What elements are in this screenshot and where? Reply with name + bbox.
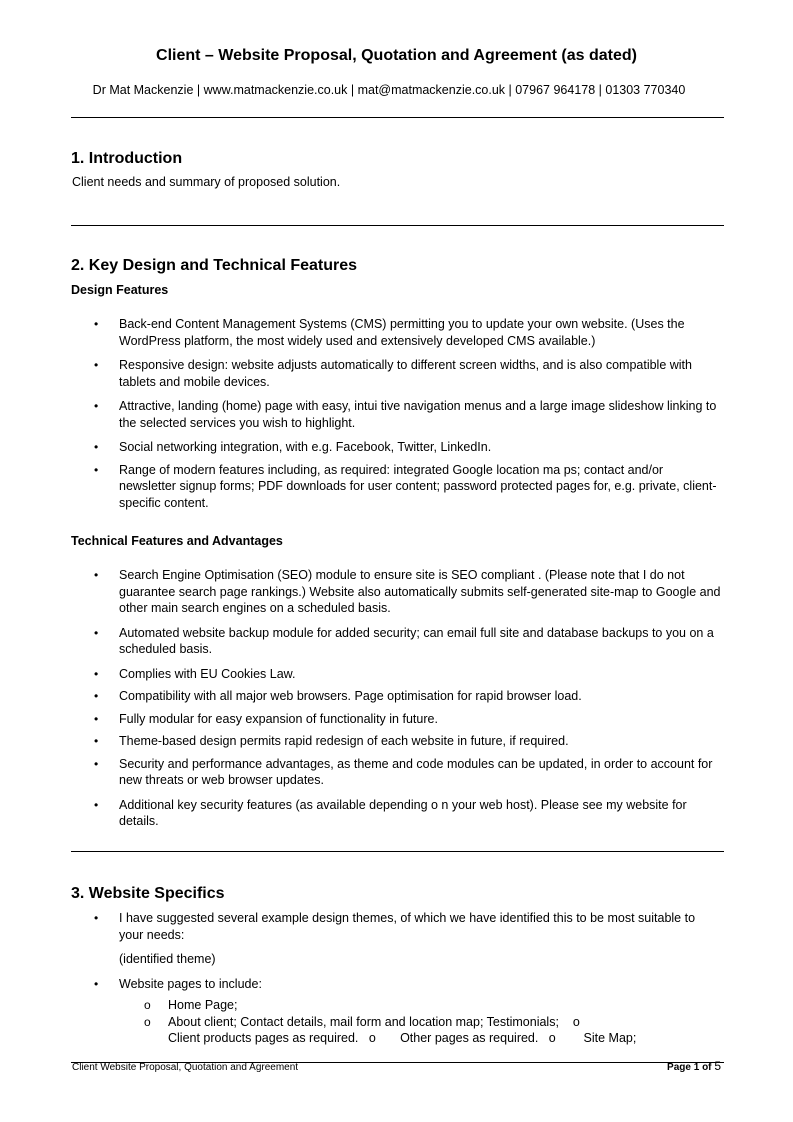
circle-bullet-icon: o (368, 1031, 376, 1045)
divider (71, 225, 724, 226)
bullet-icon: • (94, 711, 99, 726)
page-sublist (0, 997, 793, 1047)
identified-theme: (identified theme) (119, 952, 216, 966)
list-item: • Fully modular for easy expansion of functionality in future. (94, 711, 438, 726)
list-item: • Social networking integration, with e.g. Facebook, Twitter, LinkedIn. (94, 440, 492, 454)
bullet-icon: • (94, 689, 99, 703)
pages-list (0, 976, 793, 993)
list-item: • Compatibility with all major web browsers. Page optimisation for rapid browser load. (94, 689, 582, 703)
list-item: o Home Page; (144, 998, 238, 1012)
circle-bullet-icon: o (144, 1014, 151, 1029)
intro-text: Client needs and summary of proposed solution. (72, 175, 341, 189)
bullet-icon: • (94, 399, 99, 413)
specifics-list (0, 910, 793, 950)
circle-bullet-icon: o (572, 1014, 580, 1029)
bullet-icon: • (94, 734, 99, 748)
bullet-icon: • (94, 756, 99, 771)
list-item: • Range of modern features including, as required: integrated Google location ma ps; contact and/or newsletter signup forms; PDF downloads for user content; password protected pages for, e.g. private, client-specific content. (94, 462, 717, 510)
list-item: • Website pages to include: (94, 977, 262, 991)
bullet-icon: • (94, 462, 99, 477)
circle-bullet-icon: o (548, 1031, 556, 1045)
bullet-icon: • (94, 317, 99, 331)
bullet-icon: • (94, 625, 99, 640)
bullet-icon: • (94, 977, 99, 991)
intro-heading: 1. Introduction (71, 150, 183, 167)
design-features-heading: Design Features (71, 283, 169, 297)
list-item: • I have suggested several example design themes, of which we have identified this to be most suitable to your needs: (94, 911, 696, 942)
list-item: • Search Engine Optimisation (SEO) module to ensure site is SEO compliant . (Please note that I do not guarantee search page rankings.) Website also automatically submits self-generated site-map to Google and other main search engines on a scheduled basis. (94, 568, 721, 615)
bullet-icon: • (94, 666, 99, 681)
specifics-heading: 3. Website Specifics (71, 885, 225, 902)
circle-bullet-icon: o (144, 998, 151, 1012)
bullet-icon: • (94, 568, 99, 582)
list-item: • Automated website backup module for added security; can email full site and database backups to you on a scheduled basis. (94, 625, 714, 656)
list-item: • Security and performance advantages, as theme and code modules can be updated, in order to account for new threats or web browser updates. (94, 756, 713, 787)
technical-features-heading: Technical Features and Advantages (71, 534, 283, 548)
bullet-icon: • (94, 440, 99, 454)
divider (71, 851, 724, 852)
features-heading: 2. Key Design and Technical Features (71, 257, 358, 274)
design-features-list (0, 316, 793, 511)
footer-title: Client Website Proposal, Quotation and Agreement (72, 1062, 299, 1073)
list-item: • Complies with EU Cookies Law. (94, 666, 296, 681)
list-item: • Back-end Content Management Systems (CMS) permitting you to update your own website. (Uses the WordPress platform, the most widely used and extensively developed CMS available.) (94, 317, 685, 348)
list-item: Client products pages as required. o Other pages as required. o Site Map; (168, 1031, 637, 1045)
list-item: • Theme-based design permits rapid redesign of each website in future, if required. (94, 734, 569, 748)
list-item: o About client; Contact details, mail form and location map; Testimonials; o (144, 1014, 580, 1029)
list-item: • Attractive, landing (home) page with easy, intui tive navigation menus and a large image slideshow linking to the selected services you wish to highlight. (94, 399, 717, 430)
page-number: Page 1 of 5 (667, 1059, 721, 1073)
document-title: Client – Website Proposal, Quotation and Agreement (as dated) (156, 47, 637, 64)
bullet-icon: • (94, 358, 99, 372)
divider (71, 117, 724, 118)
contact-line: Dr Mat Mackenzie | www.matmackenzie.co.uk | mat@matmackenzie.co.uk | 07967 964178 | 01303 770340 (92, 83, 686, 97)
list-item: • Additional key security features (as available depending o n your web host). Please see my website for details. (94, 797, 687, 828)
bullet-icon: • (94, 911, 99, 925)
technical-features-list (0, 567, 793, 830)
bullet-icon: • (94, 797, 99, 812)
list-item: • Responsive design: website adjusts automatically to different screen widths, and is also compatible with tablets and mobile devices. (94, 358, 692, 389)
